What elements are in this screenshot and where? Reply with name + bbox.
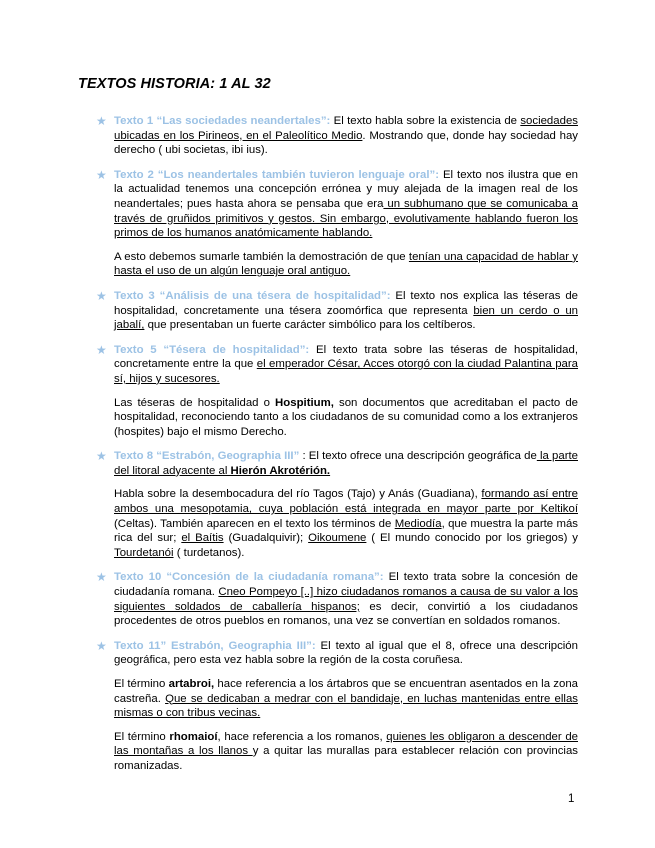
paragraph (114, 343, 578, 387)
text: es decir, convirtió a los ciudadanos procedentes de otros pueblos en romanos, una vez se convertían en soldados romanos. (114, 600, 578, 628)
list-item-texto-8 (96, 449, 578, 560)
bold-text: rhomaioí (169, 730, 218, 743)
paragraph (114, 114, 578, 158)
text: ( El mundo conocido por los griegos) y (366, 532, 578, 545)
text: A esto debemos sumarle también la demostración de que (114, 250, 409, 263)
item-heading: Texto 11” Estrabón, Geographia III”: (114, 639, 316, 652)
list-item-texto-5 (96, 343, 578, 440)
star-bullet-icon: ★ (96, 638, 107, 653)
text: y a quitar las murallas para establecer relación con provincias romanizadas. (114, 745, 578, 772)
paragraph (114, 449, 578, 478)
underlined-text: Cneo Pompeyo [..] hizo ciudadanos romanos a causa de su valor a los siguientes soldados de caballería hispanos; (114, 586, 578, 613)
star-bullet-icon: ★ (96, 449, 107, 464)
underlined-text: sociedades ubicadas en los Pirineos, en el Paleolítico Medio (114, 115, 578, 142)
item-heading: Texto 2 “Los neandertales también tuvieron lenguaje oral”: (114, 168, 439, 181)
text: : El texto ofrece una descripción geográfica de (299, 450, 537, 463)
item-heading: Texto 1 “Las sociedades neandertales”: (114, 115, 331, 127)
bold-underlined-text: Hierón Akrotérión. (230, 464, 331, 477)
star-bullet-icon: ★ (96, 167, 107, 182)
paragraph (114, 639, 578, 668)
paragraph (114, 289, 578, 333)
item-heading: Texto 3 “Análisis de una tésera de hospitalidad”: (114, 289, 391, 302)
item-heading: Texto 10 “Concesión de la ciudadanía romana”: (114, 571, 384, 584)
underlined-text: tenían una capacidad de hablar y hasta el uso de un algún lenguaje oral antiguo. (114, 250, 578, 278)
underlined-text: el emperador César, Acces otorgó con la ciudad Palantina para sí, hijos y sucesores. (114, 358, 579, 385)
underlined-text: formando así entre ambos una mesopotamia, cuya población está integrada en mayor parte por Keltikoí (114, 488, 579, 516)
text: El término (114, 678, 169, 690)
list-item-texto-10 (96, 570, 578, 628)
underlined-text: el Baítis (181, 532, 224, 545)
text: son documentos que acreditaban el pacto de hospitalidad, reconociendo tanto a los ciudadanos de su comunidad como a los extranjeros (hospites) bajo el mismo Derecho. (114, 396, 578, 438)
underlined-text: bien un cerdo o un jabalí, (114, 304, 578, 332)
text: El texto al igual que el 8, ofrece una descripción geográfica, pero esta vez habla sobre la región de la costa coruñesa. (114, 639, 578, 667)
text: ( turdetanos). (173, 546, 245, 559)
paragraph (114, 250, 578, 279)
text: El texto trata sobre la concesión de ciudadanía romana. (114, 571, 578, 599)
text: El texto trata sobre las téseras de hospitalidad, concretamente entre la que (114, 343, 578, 371)
list-item-texto-11 (96, 639, 578, 774)
star-bullet-icon: ★ (96, 114, 107, 128)
underlined-text: Tourdetanói (114, 546, 174, 559)
text: El texto habla sobre la existencia de (330, 115, 521, 127)
paragraph (114, 396, 578, 440)
page-number: 1 (568, 793, 575, 805)
text-list (96, 114, 578, 784)
document-title: TEXTOS HISTORIA: 1 AL 32 (78, 76, 271, 92)
paragraph (114, 570, 578, 628)
star-bullet-icon: ★ (96, 288, 107, 303)
bold-text: Hospitium, (275, 396, 334, 409)
star-bullet-icon: ★ (96, 342, 107, 357)
paragraph (114, 168, 578, 241)
item-heading: Texto 5 “Tésera de hospitalidad”: (114, 343, 310, 356)
text: El texto nos explica las téseras de hospitalidad, concretamente una tésera zoomórfica que representa (114, 289, 578, 317)
paragraph (114, 677, 578, 721)
item-heading: Texto 8 “Estrabón, Geographia III” (114, 450, 300, 463)
text: Las téseras de hospitalidad o (114, 396, 276, 409)
text: . Mostrando que, donde hay sociedad hay derecho ( ubi societas, ibi ius). (114, 129, 578, 157)
star-bullet-icon: ★ (96, 570, 107, 585)
underlined-text: quienes les obligaron a descender de las montañas a los llanos (114, 730, 578, 758)
text: (Guadalquivir); (223, 532, 309, 545)
list-item-texto-1 (96, 114, 578, 158)
underlined-text: la parte del litoral adyacente al (114, 450, 578, 477)
bold-text: artabroi, (168, 678, 215, 690)
text: El término (114, 730, 170, 743)
list-item-texto-2 (96, 168, 578, 279)
text: hace referencia a los ártabros que se encuentran asentados en la zona castreña. (114, 678, 578, 705)
text: El texto nos ilustra que en la actualidad tenemos una concepción errónea y muy alejada de la imagen real de los neandertales; pues hasta ahora se pensaba que era (114, 168, 578, 210)
underlined-text: Oikoumene (308, 532, 367, 545)
underlined-text: Mediodía (394, 517, 442, 530)
list-item-texto-3 (96, 289, 578, 333)
text: que presentaban un fuerte carácter simbólico para los celtíberos. (144, 319, 476, 332)
paragraph (114, 487, 578, 560)
text: (Celtas). También aparecen en el texto los términos de (114, 517, 395, 530)
text: , que muestra la parte más rica del sur; (114, 517, 578, 545)
text: Habla sobre la desembocadura del río Tagos (Tajo) y Anás (Guadiana), (114, 488, 482, 501)
underlined-text: un subhumano que se comunicaba a través de gruñidos primitivos y gestos. Sin embargo, evolutivamente hablando fueron los primos de los humanos anatómicamente hablando. (114, 197, 578, 240)
underlined-text: Que se dedicaban a medrar con el bandidaje, en luchas mantenidas entre ellas mismas o con tribus vecinas. (114, 692, 578, 720)
paragraph (114, 730, 578, 774)
text: , hace referencia a los romanos, (217, 730, 387, 743)
